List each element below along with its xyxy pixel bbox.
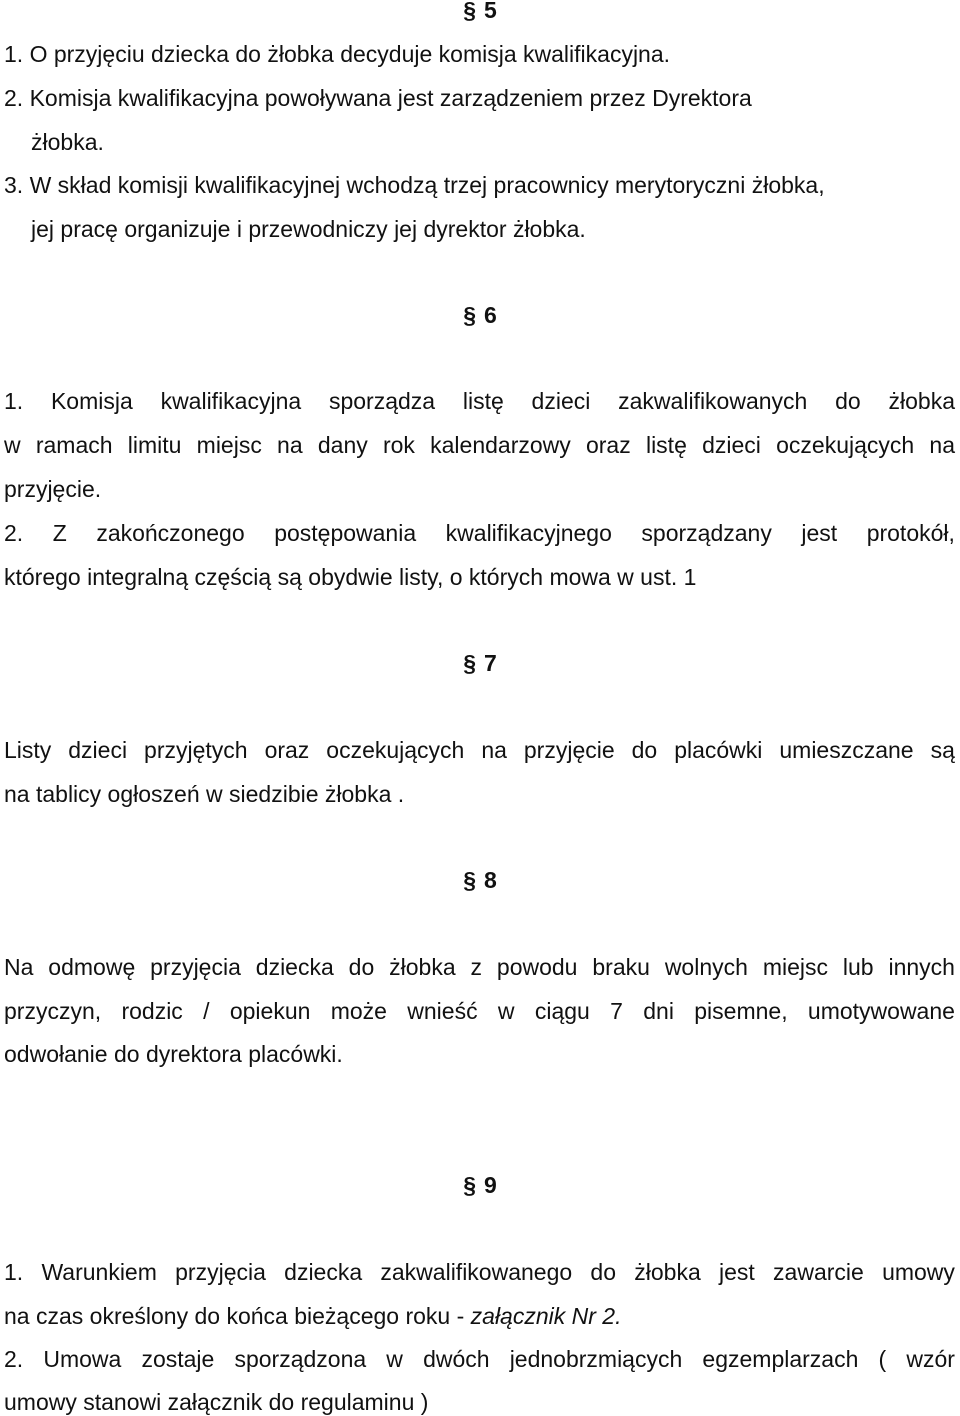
paragraph-5-line-5: jej pracę organizuje i przewodniczy jej dyrektor żłobka. (31, 216, 586, 242)
section-number: 9 (484, 1172, 497, 1198)
section-heading-7 (0, 649, 960, 677)
section-symbol: § (463, 867, 476, 893)
section-number: 5 (484, 0, 497, 23)
paragraph-5-line-3: żłobka. (31, 129, 104, 155)
section-symbol: § (463, 650, 476, 676)
attachment-reference: załącznik Nr 2. (470, 1303, 622, 1329)
paragraph-6-line-3: przyjęcie. (4, 476, 102, 502)
paragraph-8-line-1: Na odmowę przyjęcia dziecka do żłobka z powodu braku wolnych miejsc lub innych (4, 954, 955, 980)
paragraph-7-line-2: na tablicy ogłoszeń w siedzibie żłobka . (4, 781, 405, 807)
paragraph-9-line-1: 1. Warunkiem przyjęcia dziecka zakwalifikowanego do żłobka jest zawarcie umowy (4, 1259, 955, 1285)
paragraph-5-line-1: 1. O przyjęciu dziecka do żłobka decyduje komisja kwalifikacyjna. (4, 41, 671, 67)
section-number: 7 (484, 650, 497, 676)
section-heading-8 (0, 866, 960, 894)
section-heading-5 (0, 0, 960, 24)
paragraph-6-line-1: 1. Komisja kwalifikacyjna sporządza listę dzieci zakwalifikowanych do żłobka (4, 388, 955, 414)
paragraph-5-line-4: 3. W skład komisji kwalifikacyjnej wchodzą trzej pracownicy merytoryczni żłobka, (4, 172, 825, 198)
paragraph-9-line-3: 2. Umowa zostaje sporządzona w dwóch jednobrzmiących egzemplarzach ( wzór (4, 1346, 955, 1372)
paragraph-6-line-2: w ramach limitu miejsc na dany rok kalendarzowy oraz listę dzieci oczekujących na (4, 432, 955, 458)
paragraph-6-line-5: którego integralną częścią są obydwie listy, o których mowa w ust. 1 (4, 564, 697, 590)
section-number: 8 (484, 867, 497, 893)
section-symbol: § (463, 0, 476, 23)
paragraph-8-line-2: przyczyn, rodzic / opiekun może wnieść w ciągu 7 dni pisemne, umotywowane (4, 998, 955, 1024)
paragraph-8-line-3: odwołanie do dyrektora placówki. (4, 1041, 343, 1067)
section-symbol: § (463, 302, 476, 328)
paragraph-9-line-4: umowy stanowi załącznik do regulaminu ) (4, 1389, 429, 1415)
paragraph-5-line-2: 2. Komisja kwalifikacyjna powoływana jest zarządzeniem przez Dyrektora (4, 85, 752, 111)
section-symbol: § (463, 1172, 476, 1198)
section-number: 6 (484, 302, 497, 328)
paragraph-9-line-2: na czas określony do końca bieżącego roku - załącznik Nr 2. (4, 1303, 622, 1329)
section-heading-9 (0, 1171, 960, 1199)
paragraph-6-line-4: 2. Z zakończonego postępowania kwalifikacyjnego sporządzany jest protokół, (4, 520, 955, 546)
paragraph-7-line-1: Listy dzieci przyjętych oraz oczekujących na przyjęcie do placówki umieszczane są (4, 737, 955, 763)
section-heading-6 (0, 301, 960, 329)
